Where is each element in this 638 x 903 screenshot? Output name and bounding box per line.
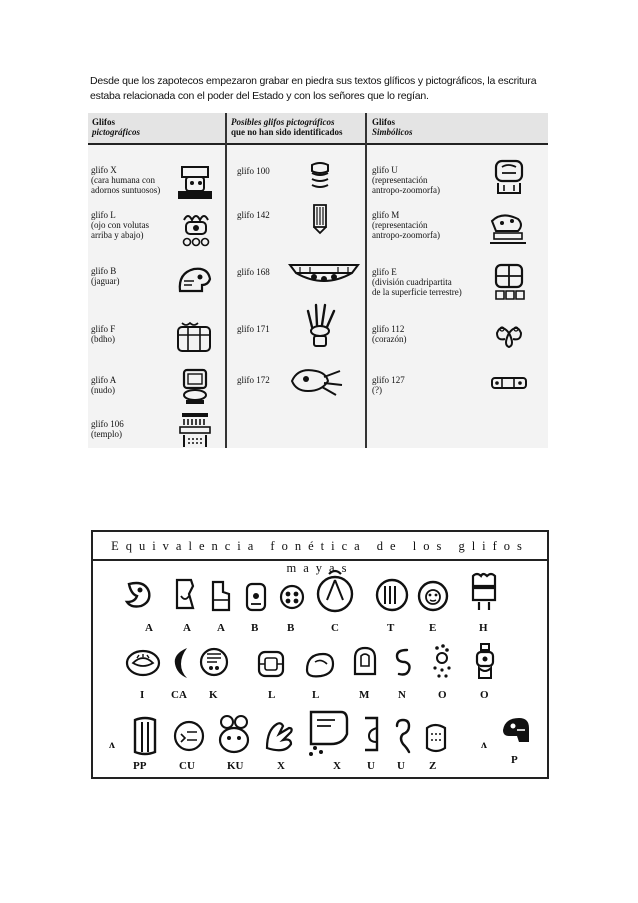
glyph-u-icon: [393, 718, 413, 754]
phonetic-letter: P: [511, 754, 518, 766]
phonetic-letter: PP: [133, 760, 147, 772]
glyph-l-icon: [303, 650, 335, 678]
glyph-k-icon: [199, 646, 229, 678]
glyph-l-label: [91, 210, 149, 240]
glyph-a-icon: [207, 580, 233, 612]
label-line: (división cuadripartita: [372, 277, 452, 287]
phonetic-letter: CU: [179, 760, 195, 772]
glyph-127-label: [372, 375, 405, 395]
phonetic-letter: KU: [227, 760, 244, 772]
zapotec-glyph-table: [88, 113, 548, 448]
header-col1-line2: pictográficos: [92, 127, 140, 137]
label-line: glifo U: [372, 165, 398, 175]
label-line: glifo A: [91, 375, 117, 385]
glyph-u-label: [372, 165, 440, 195]
header-col1: [92, 117, 140, 137]
glyph-u-icon: [361, 714, 381, 754]
phonetic-letter: K: [209, 689, 218, 701]
intro-paragraph: Desde que los zapotecos empezaron grabar en piedra sus textos glíficos y pictográficos, la escritura estaba relacionada con el poder del Estado y con los señores que lo regían.: [90, 75, 537, 102]
label-line: glifo E: [372, 267, 397, 277]
label-line: glifo L: [91, 210, 116, 220]
label-line: glifo 112: [372, 324, 405, 334]
glyph-e-icon: [492, 263, 526, 303]
header-col3-line2: Simbólicos: [372, 127, 413, 137]
side-mark: ʌ: [481, 737, 487, 751]
glyph-e-icon: [417, 580, 449, 612]
glyph-106-label: [91, 419, 124, 439]
glyph-a-icon: [173, 578, 197, 612]
glyph-m-label: [372, 210, 440, 240]
glyph-168-label: glifo 168: [237, 267, 270, 277]
label-line: antropo-zoomorfa): [372, 185, 440, 195]
glyph-p-icon: [499, 716, 531, 748]
maya-phonetic-table: [91, 530, 549, 779]
label-line: (ojo con volutas: [91, 220, 149, 230]
glyph-142-icon: [312, 203, 328, 235]
glyph-o-icon: [473, 642, 497, 682]
glyph-100-label: glifo 100: [237, 166, 270, 176]
label-line: antropo-zoomorfa): [372, 230, 440, 240]
glyph-b-icon: [243, 582, 269, 614]
glyph-h-icon: [469, 572, 499, 614]
phonetic-letter: L: [312, 689, 320, 701]
glyph-b-label: [91, 266, 119, 286]
phonetic-letter: N: [398, 689, 406, 701]
label-line: de la superficie terrestre): [372, 287, 462, 297]
glyph-z-icon: [423, 722, 449, 754]
glyph-t-icon: [375, 578, 409, 612]
glyph-x-icon: [305, 708, 349, 756]
label-line: glifo 127: [372, 375, 405, 385]
phonetic-letter: A: [183, 622, 191, 634]
phonetic-letter: H: [479, 622, 488, 634]
glyph-100-icon: [308, 161, 332, 191]
human-face-glyph-icon: [176, 165, 214, 201]
header-col2-line1: Posibles glifos pictográficos: [231, 117, 335, 127]
label-line: (?): [372, 385, 382, 395]
phonetic-letter: A: [145, 622, 153, 634]
label-line: (representación: [372, 220, 428, 230]
glyph-ca-icon: [171, 646, 191, 680]
phonetic-letter: X: [277, 760, 285, 772]
phonetic-letter: T: [387, 622, 395, 634]
glyph-a-icon: [123, 580, 153, 610]
glyph-127-icon: [490, 375, 528, 391]
phonetic-letter: O: [438, 689, 447, 701]
glyph-m-icon: [349, 646, 379, 678]
glyph-c-icon: [315, 568, 355, 614]
glyph-n-icon: [393, 646, 413, 678]
phonetic-letter: CA: [171, 689, 187, 701]
label-line: arriba y abajo): [91, 230, 144, 240]
glyph-172-icon: [288, 365, 344, 399]
label-line: (templo): [91, 429, 122, 439]
glyph-f-label: [91, 324, 115, 344]
phonetic-letter: U: [367, 760, 375, 772]
glyph-112-label: [372, 324, 406, 344]
phonetic-letter: X: [333, 760, 341, 772]
phonetic-letter: B: [251, 622, 259, 634]
jaguar-glyph-icon: [176, 265, 214, 297]
eye-volutes-glyph-icon: [180, 212, 212, 248]
label-line: adornos suntuosos): [91, 185, 161, 195]
glyph-172-label: glifo 172: [237, 375, 270, 385]
phonetic-letter: B: [287, 622, 295, 634]
glyph-171-label: glifo 171: [237, 324, 270, 334]
phonetic-letter: M: [359, 689, 370, 701]
glyph-pp-icon: [131, 716, 159, 758]
table-title: Equivalencia fonética de los glifos mayas: [93, 535, 547, 561]
header-col2: [231, 117, 343, 137]
label-line: (representación: [372, 175, 428, 185]
phonetic-letter: I: [140, 689, 145, 701]
header-col1-line1: Glifos: [92, 117, 116, 127]
glyph-m-icon: [488, 211, 528, 247]
glyph-i-icon: [125, 648, 161, 678]
side-mark: ʌ: [109, 737, 115, 751]
label-line: (jaguar): [91, 276, 120, 286]
temple-glyph-icon: [178, 411, 212, 449]
label-line: (bdho): [91, 334, 115, 344]
glyph-cu-icon: [173, 720, 205, 752]
phonetic-letter: Z: [429, 760, 437, 772]
label-line: (corazón): [372, 334, 407, 344]
column-divider: [225, 113, 227, 448]
label-line: glifo F: [91, 324, 116, 334]
bdho-glyph-icon: [174, 321, 214, 355]
glyph-ku-icon: [217, 714, 251, 754]
knot-glyph-icon: [180, 368, 210, 406]
glyph-171-icon: [306, 303, 336, 349]
label-line: glifo X: [91, 165, 117, 175]
phonetic-letter: E: [429, 622, 437, 634]
phonetic-letter: C: [331, 622, 339, 634]
glyph-e-label: [372, 267, 462, 297]
glyph-u-icon: [492, 159, 526, 199]
label-line: glifo B: [91, 266, 117, 276]
header-col3-line1: Glifos: [372, 117, 396, 127]
table-header: [88, 113, 548, 145]
heart-glyph-icon: [494, 319, 524, 349]
glyph-x-icon: [263, 718, 295, 754]
glyph-l-icon: [255, 648, 287, 680]
phonetic-letter: U: [397, 760, 405, 772]
glyph-a-label: [91, 375, 116, 395]
phonetic-letter: A: [217, 622, 225, 634]
label-line: (cara humana con: [91, 175, 155, 185]
glyph-168-icon: [288, 261, 360, 289]
glyph-x-label: [91, 165, 160, 195]
phonetic-letter: L: [268, 689, 276, 701]
glyph-b-icon: [279, 584, 305, 610]
header-col3: [372, 117, 413, 137]
label-line: glifo M: [372, 210, 400, 220]
label-line: glifo 106: [91, 419, 124, 429]
glyph-o-icon: [429, 644, 455, 680]
label-line: (nudo): [91, 385, 115, 395]
header-col2-line2: que no han sido identificados: [231, 127, 343, 137]
phonetic-letter: O: [480, 689, 489, 701]
column-divider: [365, 113, 367, 448]
glyph-142-label: glifo 142: [237, 210, 270, 220]
